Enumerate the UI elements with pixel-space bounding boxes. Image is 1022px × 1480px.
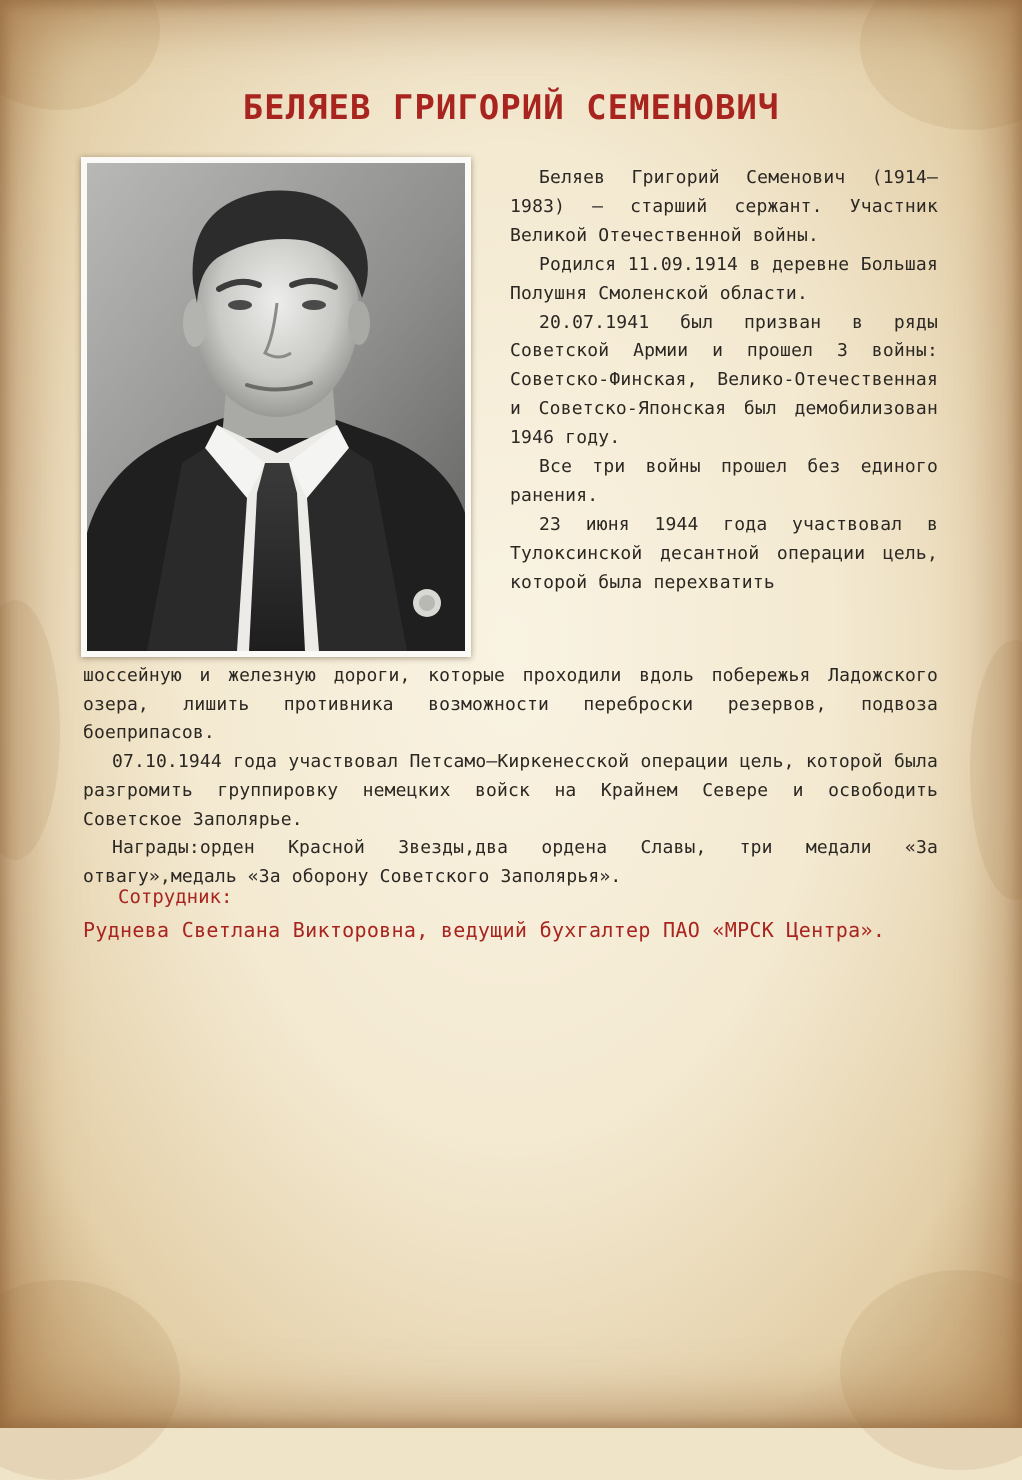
employee-name: Руднева Светлана Викторовна, ведущий бухгалтер ПАО «МРСК Центра». [83, 918, 886, 942]
bio-paragraph: Родился 11.09.1914 в деревне Большая Полушня Смоленской области. [510, 253, 938, 304]
awards-paragraph: Награды:орден Красной Звезды,два ордена Славы, три медали «За отвагу»,медаль «За оборону Советского Заполярья». [83, 837, 938, 887]
bio-paragraph: 23 июня 1944 года участвовал в Тулоксинской десантной операции цель, которой была перехватить [510, 513, 938, 593]
portrait-frame [81, 157, 471, 657]
biography-column [510, 164, 938, 598]
paper-stain [0, 1280, 180, 1480]
biography-continuation [83, 662, 938, 892]
paper-stain [970, 640, 1022, 900]
bio-paragraph: 20.07.1941 был призван в ряды Советской Армии и прошел 3 войны: Советско-Финская, Велико-Отечественная и Советско-Японская был демобилизован 1946 году. [510, 311, 938, 449]
bio-paragraph: шоссейную и железную дороги, которые проходили вдоль побережья Ладожского озера, лишить противника возможности переброски резервов, подвоза боеприпасов. [83, 665, 938, 744]
paper-stain [840, 1270, 1022, 1470]
page-title: БЕЛЯЕВ ГРИГОРИЙ СЕМЕНОВИЧ [242, 88, 780, 128]
bio-paragraph: 07.10.1944 года участвовал Петсамо–Киркенесской операции цель, которой была разгромить группировку немецких войск на Крайнем Севере и освободить Советское Заполярье. [83, 751, 938, 830]
paper-stain [0, 600, 60, 860]
bio-paragraph: Все три войны прошел без единого ранения. [510, 456, 938, 506]
portrait-photo [87, 163, 465, 651]
bio-paragraph: Беляев Григорий Семенович (1914–1983) — старший сержант. Участник Великой Отечественной войны. [510, 167, 938, 246]
employee-label: Сотрудник: [118, 886, 233, 908]
